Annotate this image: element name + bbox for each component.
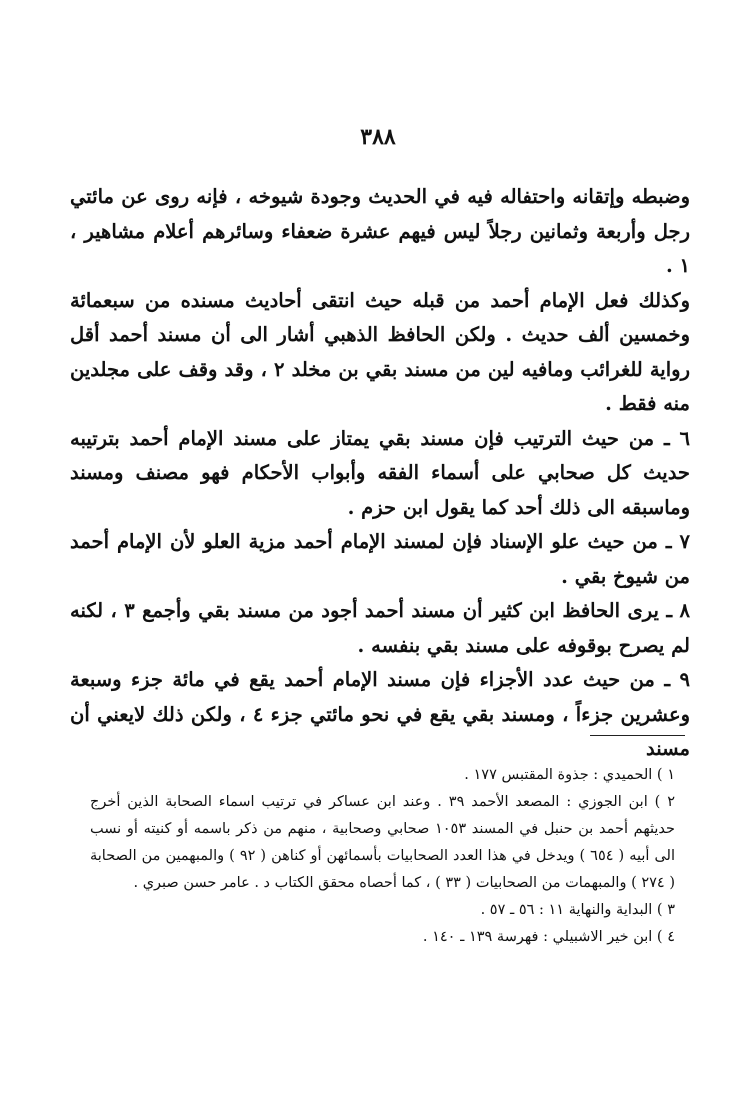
page-number: ٣٨٨ (360, 124, 396, 150)
paragraph: وكذلك فعل الإمام أحمد من قبله حيث انتقى أحاديث مسنده من سبعمائة وخمسين ألف حديث . ولكن الحافظ الذهبي أشار الى أن مسند أحمد أقل رواية للغرائب ومافيه لين من مسند بقي بن مخلد ٢ ، وقد وقف على مجلدين منه فقط . (70, 288, 690, 415)
footnotes (90, 762, 675, 951)
footnote-divider (590, 735, 685, 736)
paragraph: ٨ ـ يرى الحافظ ابن كثير أن مسند أحمد أجود من مسند بقي وأجمع ٣ ، لكنه لم يصرح بوقوفه على مسند بقي بنفسه . (70, 599, 691, 657)
footnote: ٤ ) ابن خير الاشبيلي : فهرسة ١٣٩ ـ ١٤٠ . (422, 929, 675, 945)
paragraph: ٩ ـ من حيث عدد الأجزاء فإن مسند الإمام أحمد يقع في مائة جزء وسبعة وعشرين جزءاً ، ومسند بقي يقع في نحو مائتي جزء ٤ ، ولكن ذلك لايعني أن مسند (70, 668, 690, 760)
paragraph: وضبطه وإتقانه واحتفاله فيه في الحديث وجودة شيوخه ، فإنه روى عن مائتي رجل وأربعة وثمانين رجلاً ليس فيهم عشرة ضعفاء وسائرهم أعلام مشاهير ، ١ . (70, 185, 690, 277)
paragraph: ٦ ـ من حيث الترتيب فإن مسند بقي يمتاز على مسند الإمام أحمد بترتيبه حديث كل صحابي على أسماء الفقه وأبواب الأحكام فهو مصنف ومسند وماسبقه الى ذلك أحد كما يقول ابن حزم . (70, 426, 690, 519)
footnote: ١ ) الحميدي : جذوة المقتبس ١٧٧ . (464, 767, 675, 783)
footnote: ٣ ) البداية والنهاية ١١ : ٥٦ ـ ٥٧ . (480, 902, 675, 918)
main-text (70, 180, 690, 767)
footnote: ٢ ) ابن الجوزي : المصعد الأحمد ٣٩ . وعند ابن عساكر في ترتيب اسماء الصحابة الذين أخرج حديثهم أحمد بن حنبل في المسند ١٠٥٣ صحابي وصحابية ، منهم من ذكر باسمه أو كنيته أو نسب الى أبيه ( ٦٥٤ ) ويدخل في هذا العدد الصحابيات بأسمائهن أو كناهن ( ٩٢ ) والمبهمين من الصحابة ( ٢٧٤ ) والمبهمات من الصحابيات ( ٣٣ ) ، كما أحصاه محقق الكتاب د . عامر حسن صبري . (90, 794, 675, 891)
paragraph: ٧ ـ من حيث علو الإسناد فإن لمسند الإمام أحمد مزية العلو لأن الإمام أحمد من شيوخ بقي . (70, 530, 690, 588)
